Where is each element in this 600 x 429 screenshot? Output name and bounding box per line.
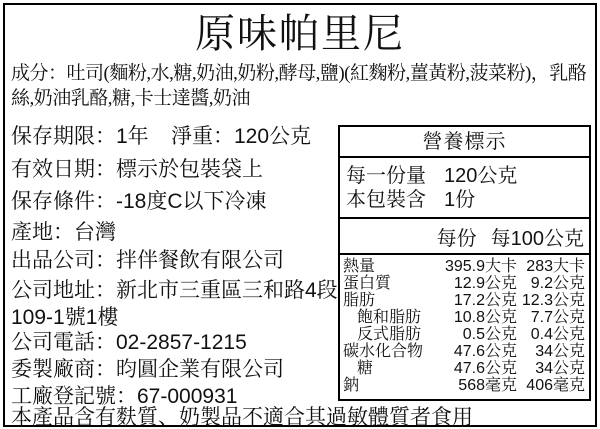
info-value: 67-000931 <box>137 384 238 408</box>
serving-label: 每一份量 <box>346 165 426 187</box>
nutrient-per-serving: 0.5公克 <box>462 326 517 343</box>
nutrition-row <box>343 258 585 275</box>
info-value: 昀圓企業有限公司 <box>116 357 284 381</box>
nutrient-per-serving: 12.9公克 <box>453 275 517 292</box>
info-label: 公司電話 <box>11 330 95 354</box>
info-value: 1年 <box>116 124 149 148</box>
nutrient-name: 熱量 <box>343 258 376 275</box>
nutrient-per-100g: 283大卡 <box>526 258 585 275</box>
info-value: 新北市三重區三和路4段109-1號1樓 <box>11 278 338 329</box>
allergen-notice: 本產品含有麩質、奶製品不適合其過敏體質者食用 <box>11 405 473 429</box>
nutrient-per-serving: 47.6公克 <box>453 343 517 360</box>
info-value: 台灣 <box>74 220 116 244</box>
info-label: 保存條件 <box>11 189 95 213</box>
info-row <box>11 221 356 244</box>
nutrition-row <box>343 309 585 326</box>
serving-label: 本包裝含 <box>346 189 426 211</box>
nutrition-row <box>343 377 585 394</box>
info-colon: ： <box>95 278 116 302</box>
info-label: 公司地址 <box>11 278 95 302</box>
nutrient-per-100g: 0.4公克 <box>530 326 585 343</box>
info-value: 120公克 <box>234 124 312 148</box>
info-label: 保存期限 <box>11 124 95 148</box>
nutrition-column-headers <box>340 219 589 255</box>
nutrition-title: 營養標示 <box>340 127 589 158</box>
serving-info <box>340 158 589 219</box>
nutrient-per-serving: 10.8公克 <box>453 309 517 326</box>
info-colon: ： <box>95 124 116 148</box>
info-value: 標示於包裝袋上 <box>116 157 263 181</box>
nutrition-row <box>343 360 585 377</box>
serving-value: 120公克 <box>444 165 518 187</box>
info-row <box>11 190 356 213</box>
info-row <box>11 249 356 272</box>
info-label: 出品公司 <box>11 248 95 272</box>
column-header-per-serving: 每份 <box>436 227 477 250</box>
info-row <box>11 331 356 354</box>
nutrient-per-100g: 34公克 <box>535 360 585 377</box>
info-value: -18度C以下冷凍 <box>116 189 267 213</box>
nutrient-per-serving: 395.9大卡 <box>444 258 517 275</box>
info-label: 有效日期 <box>11 157 95 181</box>
info-colon: ： <box>95 248 116 272</box>
info-colon: ： <box>213 124 234 148</box>
info-label: 委製廠商 <box>11 357 95 381</box>
info-colon: ： <box>95 189 116 213</box>
nutrient-name: 脂肪 <box>343 292 376 309</box>
nutrient-per-100g: 12.3公克 <box>521 292 585 309</box>
info-row <box>11 158 356 181</box>
nutrient-rows <box>340 255 589 394</box>
nutrition-facts-box <box>338 125 591 401</box>
nutrient-name: 蛋白質 <box>343 275 392 292</box>
info-label: 工廠登記號 <box>11 384 116 408</box>
info-row <box>11 358 356 381</box>
info-colon: ： <box>95 357 116 381</box>
info-secondary-pair <box>171 125 311 148</box>
nutrient-name: 飽和脂肪 <box>357 309 422 326</box>
nutrient-name: 反式脂肪 <box>357 326 422 343</box>
nutrient-name: 碳水化合物 <box>343 343 424 360</box>
info-row <box>11 277 356 331</box>
nutrient-name: 糖 <box>357 360 374 377</box>
nutrition-row <box>343 292 585 309</box>
nutrient-per-serving: 568毫克 <box>458 377 517 394</box>
nutrient-per-100g: 9.2公克 <box>530 275 585 292</box>
info-colon: ： <box>95 330 116 354</box>
serving-row <box>346 188 589 212</box>
info-value: 02-2857-1215 <box>116 330 247 354</box>
nutrient-per-100g: 406毫克 <box>526 377 585 394</box>
info-colon: ： <box>116 384 137 408</box>
product-title: 原味帕里尼 <box>195 11 405 56</box>
nutrient-name: 鈉 <box>343 377 360 394</box>
info-value: 拌伴餐飲有限公司 <box>116 248 284 272</box>
nutrient-per-100g: 7.7公克 <box>530 309 585 326</box>
nutrition-row <box>343 343 585 360</box>
info-row <box>11 125 356 148</box>
product-label <box>3 3 597 427</box>
nutrient-per-serving: 47.6公克 <box>453 360 517 377</box>
info-label: 產地 <box>11 220 53 244</box>
nutrient-per-100g: 34公克 <box>535 343 585 360</box>
nutrition-row <box>343 326 585 343</box>
serving-row <box>346 164 589 188</box>
info-label: 淨重 <box>171 124 213 148</box>
nutrition-row <box>343 275 585 292</box>
info-colon: ： <box>53 220 74 244</box>
serving-value: 1份 <box>444 189 476 211</box>
product-info-list <box>11 125 356 408</box>
column-header-per-100g: 每100公克 <box>490 227 584 250</box>
ingredients-text: 成分：吐司(麵粉,水,糖,奶油,奶粉,酵母,鹽)(紅麴粉,薑黃粉,菠菜粉)，乳酪絲,奶油乳酪,糖,卡士達醬,奶油 <box>11 63 587 109</box>
info-colon: ： <box>95 157 116 181</box>
nutrient-per-serving: 17.2公克 <box>453 292 517 309</box>
